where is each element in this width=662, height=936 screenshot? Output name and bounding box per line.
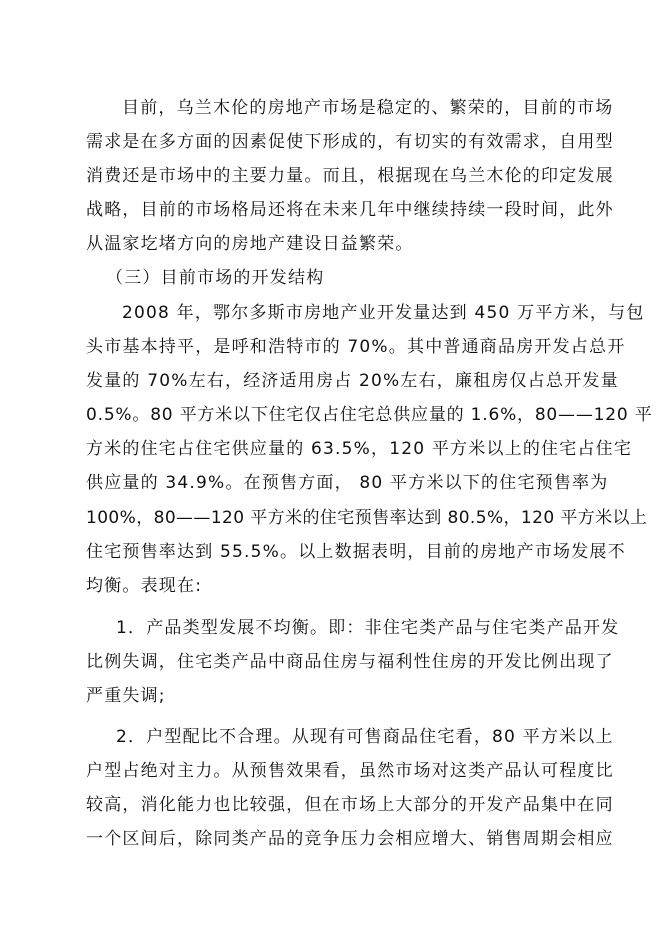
- paragraph-2-line-7: 100%，80——120 平方米的住宅预售率达到 80.5%，120 平方米以上: [86, 508, 648, 528]
- paragraph-2-line-2: 头市基本持平，是呼和浩特市的 70%。其中普通商品房开发占总开: [86, 337, 626, 357]
- list-item-2-line-2: 户型占绝对主力。从预售效果看，虽然市场对这类产品认可程度比: [86, 761, 614, 781]
- section-heading: （三）目前市场的开发结构: [106, 268, 325, 288]
- list-item-2-line-4: 一个区间后，除同类产品的竞争压力会相应增大、销售周期会相应: [86, 829, 614, 849]
- paragraph-2-line-8: 住宅预售率达到 55.5%。以上数据表明，目前的房地产市场发展不: [86, 542, 626, 562]
- list-item-1-line-3: 严重失调;: [86, 686, 166, 706]
- paragraph-1-line-4: 战略，目前的市场格局还将在未来几年中继续持续一段时间，此外: [86, 200, 614, 220]
- list-item-2-line-3: 较高，消化能力也比较强，但在市场上大部分的开发产品集中在同: [86, 795, 614, 815]
- paragraph-2-line-4: 0.5%。80 平方米以下住宅仅占住宅总供应量的 1.6%，80——120 平: [86, 405, 653, 425]
- paragraph-2-line-1: 2008 年，鄂尔多斯市房地产业开发量达到 450 万平方米，与包: [122, 303, 645, 323]
- paragraph-1-line-3: 消费还是市场中的主要力量。而且，根据现在乌兰木伦的印定发展: [86, 166, 614, 186]
- paragraph-1-line-1: 目前，乌兰木伦的房地产市场是稳定的、繁荣的，目前的市场: [122, 98, 614, 118]
- paragraph-2-line-6: 供应量的 34.9%。在预售方面， 80 平方米以下的住宅预售率为: [86, 473, 609, 493]
- paragraph-1-line-2: 需求是在多方面的因素促使下形成的，有切实的有效需求，自用型: [86, 132, 614, 152]
- list-item-1-line-2: 比例失调，住宅类产品中商品住房与福利性住房的开发比例出现了: [86, 652, 614, 672]
- list-item-1-line-1: 1．产品类型发展不均衡。即：非住宅类产品与住宅类产品开发: [116, 618, 620, 638]
- paragraph-2-line-5: 方米的住宅占住宅供应量的 63.5%，120 平方米以上的住宅占住宅: [86, 439, 633, 459]
- paragraph-2-line-9: 均衡。表现在:: [86, 576, 203, 596]
- paragraph-1-line-5: 从温家圪堵方向的房地产建设日益繁荣。: [86, 234, 414, 254]
- paragraph-2-line-3: 发量的 70%左右，经济适用房占 20%左右，廉租房仅占总开发量: [86, 371, 619, 391]
- list-item-2-line-1: 2．户型配比不合理。从现有可售商品住宅看，80 平方米以上: [116, 727, 614, 747]
